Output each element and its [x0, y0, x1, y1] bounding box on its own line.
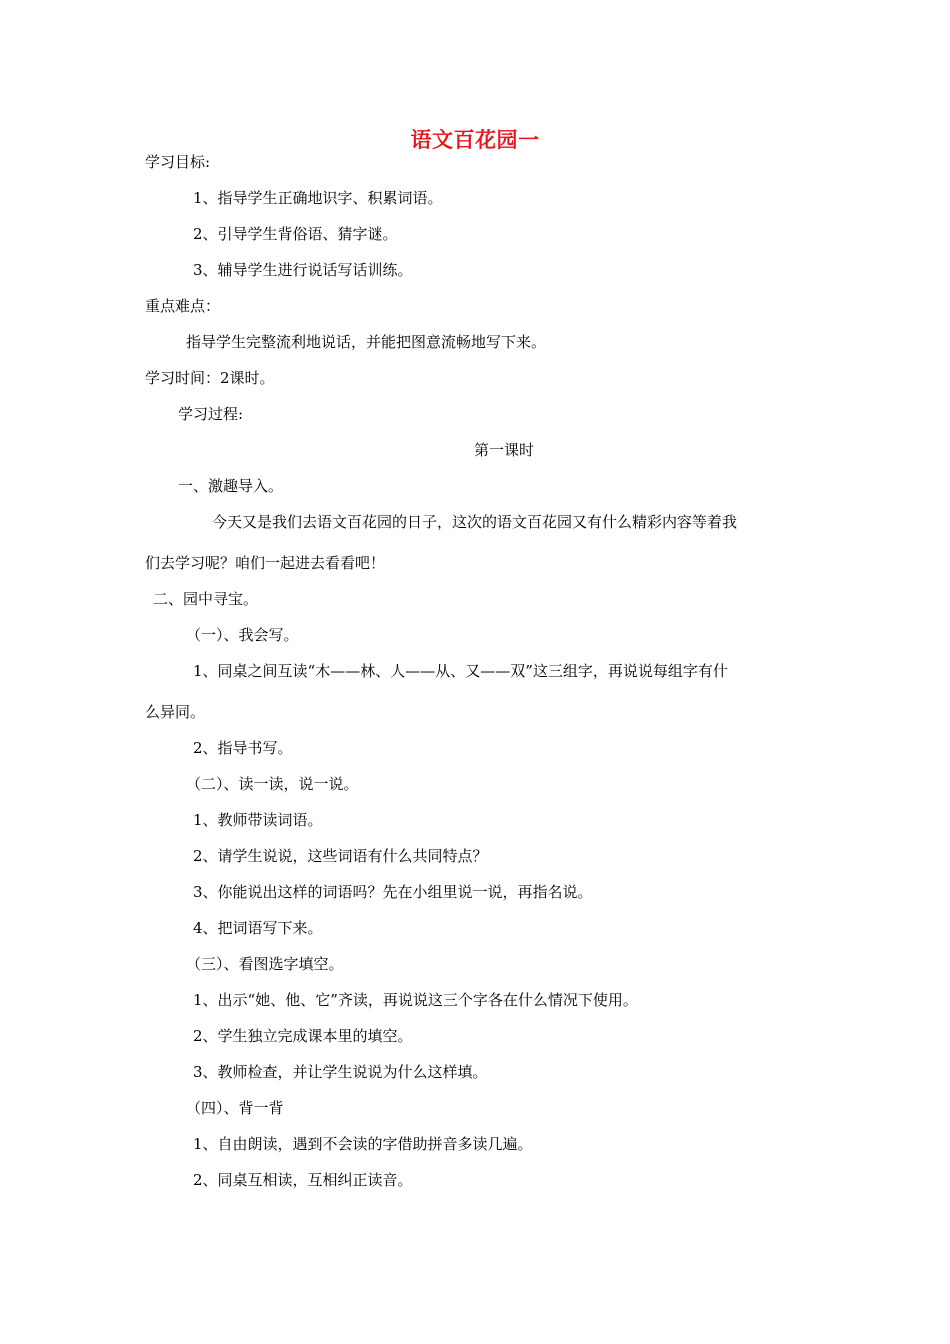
subsection-heading: （二）、读一读，说一说。: [186, 775, 359, 793]
list-item: 4、把词语写下来。: [193, 919, 323, 937]
list-item: 3、教师检查，并让学生说说为什么这样填。: [193, 1063, 488, 1081]
list-item: 3、你能说出这样的词语吗？先在小组里说一说，再指名说。: [193, 883, 593, 901]
study-time: 学习时间：2课时。: [145, 369, 275, 387]
subsection-heading: （四）、背一背: [186, 1099, 284, 1117]
list-item: 1、教师带读词语。: [193, 811, 323, 829]
objective-item: 1、指导学生正确地识字、积累词语。: [193, 189, 443, 207]
key-points-text: 指导学生完整流利地说话，并能把图意流畅地写下来。: [186, 333, 547, 351]
list-item: 2、学生独立完成课本里的填空。: [193, 1027, 413, 1045]
list-item: 么异同。: [145, 703, 206, 721]
step-heading: 一、激趣导入。: [178, 477, 284, 495]
list-item: 1、自由朗读，遇到不会读的字借助拼音多读几遍。: [193, 1135, 533, 1153]
list-item: 1、同桌之间互读“木——林、人——从、又——双”这三组字，再说说每组字有什: [193, 662, 728, 680]
section-heading-process: 学习过程:: [178, 405, 244, 423]
list-item: 2、请学生说说，这些词语有什么共同特点？: [193, 847, 488, 865]
paragraph-text: 今天又是我们去语文百花园的日子，这次的语文百花园又有什么精彩内容等着我: [212, 513, 738, 531]
list-item: 2、指导书写。: [193, 739, 293, 757]
objective-item: 3、辅导学生进行说话写话训练。: [193, 261, 413, 279]
list-item: 2、同桌互相读，互相纠正读音。: [193, 1171, 413, 1189]
step-heading: 二、园中寻宝。: [153, 590, 259, 608]
section-heading-objectives: 学习目标:: [145, 153, 211, 171]
objective-item: 2、引导学生背俗语、猜字谜。: [193, 225, 398, 243]
list-item: 1、出示“她、他、它”齐读，再说说这三个字各在什么情况下使用。: [193, 991, 638, 1009]
document-title: 语文百花园一: [410, 127, 540, 152]
lesson-heading: 第一课时: [473, 441, 534, 459]
paragraph-text: 们去学习呢？咱们一起进去看看吧！: [145, 554, 386, 572]
subsection-heading: （一）、我会写。: [186, 626, 299, 644]
subsection-heading: （三）、看图选字填空。: [186, 955, 344, 973]
section-heading-key-points: 重点难点：: [145, 297, 221, 315]
